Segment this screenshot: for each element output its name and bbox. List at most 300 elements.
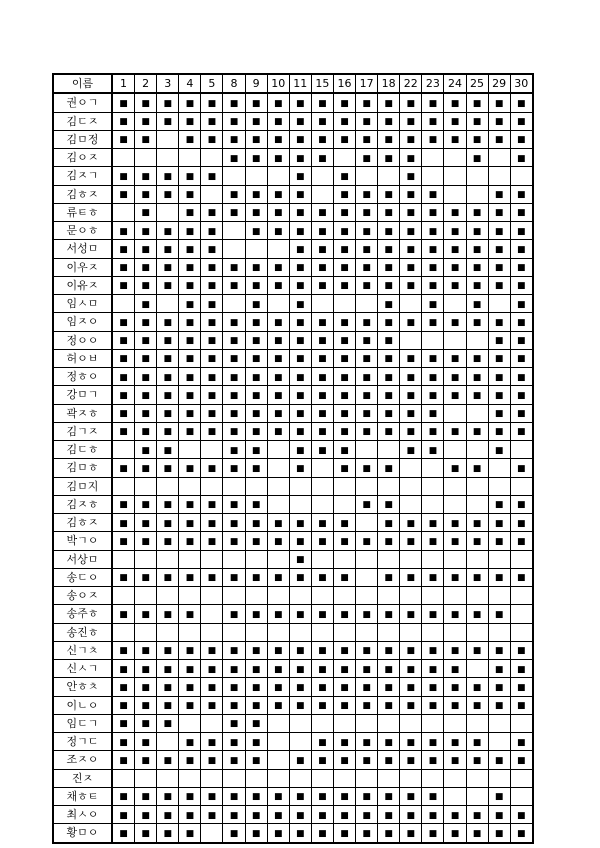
attendance-mark: ■ bbox=[516, 390, 526, 401]
attendance-mark: ■ bbox=[229, 390, 239, 401]
attendance-mark: ■ bbox=[516, 372, 526, 383]
attendance-cell bbox=[400, 295, 422, 313]
attendance-mark: ■ bbox=[119, 263, 128, 274]
attendance-cell bbox=[289, 112, 311, 130]
attendance-cell bbox=[311, 185, 333, 203]
attendance-cell bbox=[311, 295, 333, 313]
attendance-cell bbox=[400, 641, 422, 659]
attendance-mark: ■ bbox=[340, 317, 349, 328]
attendance-cell bbox=[356, 769, 378, 787]
attendance-cell bbox=[245, 240, 267, 258]
attendance-cell bbox=[422, 422, 444, 440]
attendance-mark: ■ bbox=[273, 536, 283, 547]
attendance-mark: ■ bbox=[384, 500, 393, 511]
attendance-mark: ■ bbox=[450, 701, 460, 712]
attendance-cell bbox=[466, 167, 488, 185]
attendance-mark: ■ bbox=[185, 609, 195, 620]
attendance-mark: ■ bbox=[229, 135, 239, 146]
attendance-mark: ■ bbox=[384, 299, 393, 310]
table-row bbox=[53, 806, 533, 824]
attendance-cell bbox=[245, 276, 267, 294]
attendance-mark: ■ bbox=[362, 226, 371, 237]
attendance-cell bbox=[267, 678, 289, 696]
attendance-mark: ■ bbox=[251, 190, 261, 201]
attendance-cell bbox=[135, 222, 157, 240]
attendance-mark: ■ bbox=[229, 682, 239, 693]
attendance-cell bbox=[245, 678, 267, 696]
attendance-mark: ■ bbox=[251, 664, 261, 675]
attendance-cell bbox=[223, 568, 245, 586]
attendance-mark: ■ bbox=[229, 701, 239, 712]
attendance-mark: ■ bbox=[141, 609, 150, 620]
attendance-cell bbox=[223, 550, 245, 568]
attendance-cell bbox=[267, 532, 289, 550]
attendance-cell bbox=[289, 368, 311, 386]
attendance-cell bbox=[135, 641, 157, 659]
attendance-mark: ■ bbox=[251, 573, 261, 584]
attendance-mark: ■ bbox=[362, 153, 371, 164]
attendance-cell bbox=[267, 806, 289, 824]
attendance-cell bbox=[378, 824, 400, 843]
attendance-cell bbox=[311, 733, 333, 751]
attendance-mark: ■ bbox=[229, 317, 239, 328]
attendance-mark: ■ bbox=[119, 409, 128, 420]
attendance-mark: ■ bbox=[229, 810, 239, 821]
attendance-cell bbox=[356, 824, 378, 843]
attendance-cell bbox=[444, 331, 466, 349]
attendance-cell bbox=[223, 477, 245, 495]
attendance-cell bbox=[289, 222, 311, 240]
attendance-cell bbox=[179, 404, 201, 422]
attendance-mark: ■ bbox=[207, 208, 217, 219]
attendance-cell bbox=[466, 295, 488, 313]
attendance-mark: ■ bbox=[296, 609, 305, 620]
attendance-cell bbox=[510, 495, 533, 513]
attendance-mark: ■ bbox=[384, 135, 393, 146]
attendance-cell bbox=[311, 459, 333, 477]
attendance-mark: ■ bbox=[516, 500, 526, 511]
attendance-mark: ■ bbox=[119, 609, 128, 620]
attendance-cell bbox=[333, 660, 355, 678]
attendance-mark: ■ bbox=[384, 190, 393, 201]
attendance-cell bbox=[466, 641, 488, 659]
attendance-cell bbox=[201, 149, 223, 167]
attendance-cell bbox=[245, 787, 267, 805]
attendance-cell bbox=[444, 678, 466, 696]
attendance-cell bbox=[289, 349, 311, 367]
attendance-mark: ■ bbox=[406, 646, 416, 657]
attendance-mark: ■ bbox=[340, 409, 349, 420]
attendance-cell bbox=[157, 313, 179, 331]
attendance-mark: ■ bbox=[318, 664, 327, 675]
attendance-mark: ■ bbox=[362, 263, 371, 274]
attendance-mark: ■ bbox=[494, 372, 504, 383]
attendance-mark: ■ bbox=[119, 98, 128, 109]
attendance-mark: ■ bbox=[472, 536, 482, 547]
day-column-header: 9 bbox=[245, 74, 267, 93]
attendance-cell bbox=[135, 93, 157, 112]
attendance-mark: ■ bbox=[119, 810, 128, 821]
attendance-mark: ■ bbox=[472, 646, 482, 657]
table-row bbox=[53, 514, 533, 532]
attendance-mark: ■ bbox=[494, 427, 504, 438]
attendance-mark: ■ bbox=[384, 701, 393, 712]
attendance-mark: ■ bbox=[207, 372, 217, 383]
attendance-mark: ■ bbox=[119, 737, 128, 748]
attendance-mark: ■ bbox=[251, 208, 261, 219]
attendance-mark: ■ bbox=[494, 445, 504, 456]
attendance-mark: ■ bbox=[340, 171, 349, 182]
attendance-mark: ■ bbox=[207, 701, 217, 712]
attendance-cell bbox=[157, 422, 179, 440]
attendance-cell bbox=[179, 240, 201, 258]
attendance-cell bbox=[135, 276, 157, 294]
attendance-cell bbox=[488, 349, 510, 367]
attendance-cell bbox=[112, 404, 135, 422]
attendance-mark: ■ bbox=[229, 463, 239, 474]
attendance-cell bbox=[333, 422, 355, 440]
student-name: 조ㅈㅇ bbox=[53, 751, 112, 769]
attendance-cell bbox=[267, 623, 289, 641]
attendance-mark: ■ bbox=[472, 208, 482, 219]
day-column-header: 16 bbox=[333, 74, 355, 93]
attendance-mark: ■ bbox=[428, 828, 438, 839]
attendance-cell bbox=[157, 641, 179, 659]
attendance-cell bbox=[267, 550, 289, 568]
attendance-mark: ■ bbox=[207, 518, 217, 529]
attendance-cell bbox=[135, 459, 157, 477]
attendance-mark: ■ bbox=[362, 390, 371, 401]
attendance-cell bbox=[400, 514, 422, 532]
attendance-cell bbox=[400, 769, 422, 787]
attendance-cell bbox=[466, 678, 488, 696]
attendance-cell bbox=[356, 276, 378, 294]
attendance-cell bbox=[510, 130, 533, 148]
attendance-mark: ■ bbox=[428, 573, 438, 584]
attendance-cell bbox=[223, 441, 245, 459]
attendance-mark: ■ bbox=[251, 445, 261, 456]
attendance-cell bbox=[466, 733, 488, 751]
attendance-mark: ■ bbox=[251, 117, 261, 128]
attendance-cell bbox=[311, 258, 333, 276]
attendance-mark: ■ bbox=[362, 755, 371, 766]
attendance-mark: ■ bbox=[450, 810, 460, 821]
attendance-mark: ■ bbox=[340, 98, 349, 109]
attendance-mark: ■ bbox=[141, 98, 150, 109]
attendance-cell bbox=[333, 495, 355, 513]
attendance-cell bbox=[289, 787, 311, 805]
attendance-mark: ■ bbox=[516, 664, 526, 675]
attendance-cell bbox=[510, 806, 533, 824]
attendance-mark: ■ bbox=[185, 810, 195, 821]
attendance-cell bbox=[378, 276, 400, 294]
attendance-cell bbox=[135, 806, 157, 824]
attendance-cell bbox=[201, 240, 223, 258]
attendance-cell bbox=[267, 696, 289, 714]
attendance-mark: ■ bbox=[141, 536, 150, 547]
attendance-mark: ■ bbox=[318, 372, 327, 383]
attendance-mark: ■ bbox=[406, 317, 416, 328]
attendance-mark: ■ bbox=[163, 463, 172, 474]
attendance-cell bbox=[201, 568, 223, 586]
attendance-cell bbox=[444, 185, 466, 203]
attendance-cell bbox=[157, 185, 179, 203]
attendance-mark: ■ bbox=[340, 828, 349, 839]
attendance-cell bbox=[179, 313, 201, 331]
attendance-cell bbox=[267, 660, 289, 678]
attendance-cell bbox=[267, 751, 289, 769]
attendance-mark: ■ bbox=[318, 244, 327, 255]
student-name: 김ㅎㅈ bbox=[53, 514, 112, 532]
attendance-mark: ■ bbox=[207, 536, 217, 547]
attendance-mark: ■ bbox=[185, 427, 195, 438]
attendance-mark: ■ bbox=[273, 226, 283, 237]
attendance-mark: ■ bbox=[340, 463, 349, 474]
attendance-mark: ■ bbox=[428, 810, 438, 821]
attendance-cell bbox=[157, 623, 179, 641]
table-row bbox=[53, 112, 533, 130]
attendance-mark: ■ bbox=[318, 135, 327, 146]
attendance-cell bbox=[135, 495, 157, 513]
attendance-mark: ■ bbox=[207, 682, 217, 693]
attendance-mark: ■ bbox=[141, 409, 150, 420]
attendance-cell bbox=[400, 368, 422, 386]
attendance-cell bbox=[179, 349, 201, 367]
attendance-mark: ■ bbox=[494, 390, 504, 401]
attendance-mark: ■ bbox=[450, 646, 460, 657]
attendance-cell bbox=[400, 459, 422, 477]
attendance-mark: ■ bbox=[185, 701, 195, 712]
attendance-cell bbox=[223, 149, 245, 167]
attendance-mark: ■ bbox=[428, 299, 438, 310]
attendance-cell bbox=[201, 185, 223, 203]
attendance-mark: ■ bbox=[229, 281, 239, 292]
attendance-cell bbox=[311, 568, 333, 586]
attendance-mark: ■ bbox=[406, 98, 416, 109]
attendance-cell bbox=[135, 386, 157, 404]
attendance-cell bbox=[400, 751, 422, 769]
attendance-mark: ■ bbox=[163, 646, 172, 657]
attendance-mark: ■ bbox=[273, 372, 283, 383]
attendance-cell bbox=[311, 112, 333, 130]
attendance-mark: ■ bbox=[207, 755, 217, 766]
attendance-cell bbox=[157, 714, 179, 732]
attendance-cell bbox=[333, 696, 355, 714]
attendance-cell bbox=[488, 714, 510, 732]
attendance-mark: ■ bbox=[340, 190, 349, 201]
attendance-cell bbox=[289, 568, 311, 586]
attendance-cell bbox=[157, 787, 179, 805]
attendance-cell bbox=[466, 404, 488, 422]
attendance-mark: ■ bbox=[318, 354, 327, 365]
attendance-cell bbox=[400, 568, 422, 586]
attendance-mark: ■ bbox=[340, 609, 349, 620]
attendance-mark: ■ bbox=[472, 317, 482, 328]
attendance-cell bbox=[444, 477, 466, 495]
attendance-cell bbox=[245, 532, 267, 550]
attendance-cell bbox=[289, 477, 311, 495]
attendance-mark: ■ bbox=[450, 263, 460, 274]
attendance-cell bbox=[422, 787, 444, 805]
attendance-cell bbox=[245, 769, 267, 787]
attendance-cell bbox=[333, 568, 355, 586]
attendance-mark: ■ bbox=[406, 372, 416, 383]
attendance-cell bbox=[444, 130, 466, 148]
attendance-cell bbox=[422, 459, 444, 477]
attendance-mark: ■ bbox=[340, 208, 349, 219]
attendance-cell bbox=[267, 714, 289, 732]
attendance-cell bbox=[179, 477, 201, 495]
attendance-cell bbox=[333, 222, 355, 240]
attendance-mark: ■ bbox=[494, 117, 504, 128]
attendance-cell bbox=[267, 568, 289, 586]
attendance-cell bbox=[333, 514, 355, 532]
attendance-cell bbox=[289, 130, 311, 148]
attendance-cell bbox=[245, 130, 267, 148]
attendance-cell bbox=[422, 477, 444, 495]
attendance-cell bbox=[157, 404, 179, 422]
attendance-mark: ■ bbox=[428, 409, 438, 420]
attendance-mark: ■ bbox=[340, 244, 349, 255]
attendance-cell bbox=[267, 441, 289, 459]
attendance-mark: ■ bbox=[296, 828, 305, 839]
attendance-mark: ■ bbox=[141, 737, 150, 748]
attendance-cell bbox=[510, 751, 533, 769]
attendance-cell bbox=[289, 313, 311, 331]
attendance-cell bbox=[510, 641, 533, 659]
attendance-mark: ■ bbox=[141, 701, 150, 712]
attendance-cell bbox=[400, 605, 422, 623]
attendance-cell bbox=[378, 550, 400, 568]
attendance-mark: ■ bbox=[516, 536, 526, 547]
attendance-cell bbox=[179, 368, 201, 386]
attendance-cell bbox=[157, 349, 179, 367]
attendance-cell bbox=[422, 203, 444, 221]
attendance-cell bbox=[135, 660, 157, 678]
attendance-mark: ■ bbox=[251, 701, 261, 712]
attendance-mark: ■ bbox=[251, 500, 261, 511]
attendance-cell bbox=[135, 532, 157, 550]
table-row bbox=[53, 222, 533, 240]
attendance-cell bbox=[510, 605, 533, 623]
attendance-mark: ■ bbox=[185, 828, 195, 839]
attendance-mark: ■ bbox=[251, 153, 261, 164]
attendance-mark: ■ bbox=[516, 737, 526, 748]
attendance-cell bbox=[157, 587, 179, 605]
attendance-mark: ■ bbox=[318, 445, 327, 456]
attendance-cell bbox=[444, 112, 466, 130]
attendance-cell bbox=[157, 368, 179, 386]
attendance-cell bbox=[333, 678, 355, 696]
attendance-cell bbox=[267, 149, 289, 167]
attendance-mark: ■ bbox=[296, 208, 305, 219]
attendance-cell bbox=[179, 459, 201, 477]
attendance-cell bbox=[157, 605, 179, 623]
attendance-mark: ■ bbox=[229, 208, 239, 219]
attendance-cell bbox=[378, 349, 400, 367]
attendance-mark: ■ bbox=[472, 828, 482, 839]
attendance-cell bbox=[311, 422, 333, 440]
student-name: 신ㅅㄱ bbox=[53, 660, 112, 678]
attendance-cell bbox=[289, 404, 311, 422]
attendance-cell bbox=[356, 751, 378, 769]
attendance-cell bbox=[201, 349, 223, 367]
day-column-header: 1 bbox=[112, 74, 135, 93]
attendance-cell bbox=[510, 313, 533, 331]
attendance-mark: ■ bbox=[428, 646, 438, 657]
attendance-mark: ■ bbox=[229, 518, 239, 529]
attendance-cell bbox=[267, 203, 289, 221]
attendance-cell bbox=[400, 441, 422, 459]
student-name: 김ㅁㅎ bbox=[53, 459, 112, 477]
attendance-mark: ■ bbox=[450, 682, 460, 693]
attendance-mark: ■ bbox=[450, 281, 460, 292]
attendance-cell bbox=[157, 678, 179, 696]
attendance-mark: ■ bbox=[163, 445, 172, 456]
attendance-mark: ■ bbox=[494, 135, 504, 146]
attendance-cell bbox=[444, 149, 466, 167]
attendance-mark: ■ bbox=[340, 701, 349, 712]
attendance-cell bbox=[466, 459, 488, 477]
attendance-cell bbox=[223, 295, 245, 313]
attendance-mark: ■ bbox=[340, 336, 349, 347]
attendance-mark: ■ bbox=[185, 336, 195, 347]
attendance-mark: ■ bbox=[141, 682, 150, 693]
attendance-mark: ■ bbox=[163, 372, 172, 383]
attendance-cell bbox=[488, 130, 510, 148]
attendance-cell bbox=[488, 185, 510, 203]
attendance-cell bbox=[311, 641, 333, 659]
attendance-cell bbox=[112, 295, 135, 313]
attendance-cell bbox=[223, 733, 245, 751]
attendance-cell bbox=[157, 751, 179, 769]
attendance-cell bbox=[510, 368, 533, 386]
attendance-cell bbox=[245, 313, 267, 331]
attendance-mark: ■ bbox=[362, 135, 371, 146]
attendance-cell bbox=[356, 441, 378, 459]
attendance-cell bbox=[333, 295, 355, 313]
attendance-mark: ■ bbox=[251, 135, 261, 146]
attendance-cell bbox=[201, 714, 223, 732]
attendance-mark: ■ bbox=[163, 755, 172, 766]
attendance-cell bbox=[466, 368, 488, 386]
student-name: 송주ㅎ bbox=[53, 605, 112, 623]
attendance-cell bbox=[510, 714, 533, 732]
attendance-mark: ■ bbox=[450, 117, 460, 128]
attendance-cell bbox=[510, 550, 533, 568]
attendance-cell bbox=[112, 769, 135, 787]
attendance-cell bbox=[488, 495, 510, 513]
attendance-mark: ■ bbox=[340, 226, 349, 237]
attendance-cell bbox=[333, 112, 355, 130]
attendance-cell bbox=[333, 769, 355, 787]
attendance-cell bbox=[378, 130, 400, 148]
attendance-mark: ■ bbox=[207, 354, 217, 365]
attendance-cell bbox=[444, 495, 466, 513]
attendance-mark: ■ bbox=[384, 372, 393, 383]
attendance-cell bbox=[422, 678, 444, 696]
attendance-mark: ■ bbox=[450, 463, 460, 474]
attendance-cell bbox=[267, 368, 289, 386]
attendance-mark: ■ bbox=[296, 409, 305, 420]
attendance-cell bbox=[157, 568, 179, 586]
attendance-mark: ■ bbox=[207, 299, 217, 310]
attendance-cell bbox=[333, 532, 355, 550]
attendance-mark: ■ bbox=[472, 737, 482, 748]
attendance-mark: ■ bbox=[207, 792, 217, 803]
attendance-mark: ■ bbox=[229, 755, 239, 766]
attendance-mark: ■ bbox=[384, 682, 393, 693]
